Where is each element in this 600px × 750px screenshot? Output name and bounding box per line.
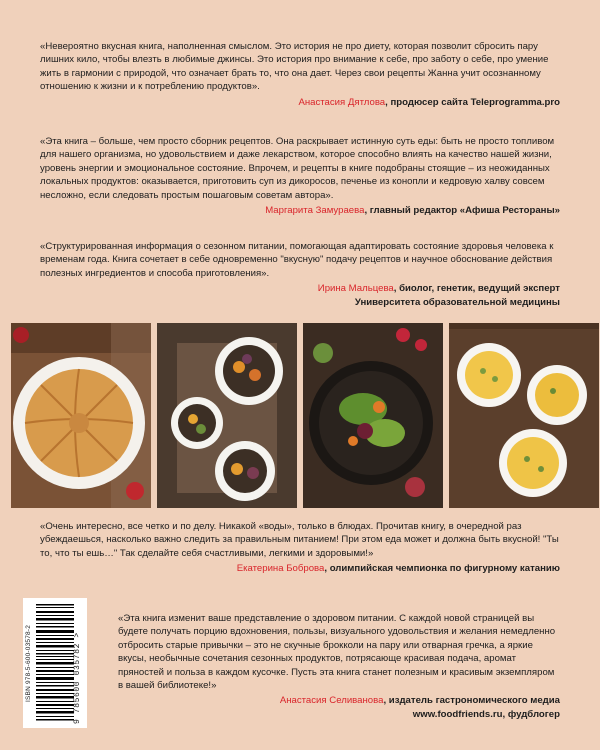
testimonial-5: [118, 612, 560, 721]
testimonial-2: [40, 135, 560, 217]
isbn-label: ISBN 978-5-600-03578-2: [25, 624, 32, 702]
author-name: Маргарита Замураева: [265, 205, 365, 217]
apple-pie-photo: [11, 323, 151, 508]
testimonial-text: «Эта книга изменит ваше представление о здоровом питании. С каждой новой страницей вы будете получать порцию вдохновения, пользы, визуального удовольствия и желания немедленно отбросить старые привычки – это не скучные брокколи на пару или отварная гречка, а яркие вкусы, необычные сочетания сезонных продуктов, потрясающе красивая подача, аромат пряностей и польза в каждом кусочке. Пусть эта книга станет полезным и красивым экземпляром в вашей библиотеке!»: [118, 613, 556, 692]
author-role-line2: Университета образовательной медицины: [354, 296, 560, 308]
testimonial-text: «Очень интересно, все четко и по делу. Никакой «воды», только в блюдах. Прочитав книгу, в очередной раз убеждаешься, насколько важно следить за правильным питанием! При этом еда может и должна быть вкусной! "Ты то, что ты ешь…" Так сделайте себя счастливыми, легкими и здоровыми!»: [40, 521, 559, 559]
testimonial-4: [40, 520, 560, 576]
author-role: , продюсер сайта Teleprogramma.pro: [385, 96, 560, 108]
author-name: Анастасия Селиванова: [279, 695, 384, 707]
testimonial-attribution: [40, 96, 560, 109]
author-role: , главный редактор «Афиша Рестораны»: [364, 205, 560, 217]
testimonial-attribution: [40, 562, 560, 575]
author-role-line2: www.foodfriends.ru, фудблогер: [412, 708, 560, 720]
salad-skillet-photo: [303, 323, 443, 508]
author-name: Ирина Мальцева: [317, 283, 394, 295]
barcode-icon: [36, 604, 74, 722]
testimonial-text: «Невероятно вкусная книга, наполненная смыслом. Это история не про диету, которая позволит сбросить пару лишних кило, чтобы влезть в любимые джинсы. Это история про внимание к себе, про заботу о себе, про умение жить в гармонии с природой, что означает брать то, что она дает. Через свои рецепты Жанна учит осознанному отношению к жизни и к потреблению продуктов».: [40, 41, 549, 93]
food-photo-strip: [11, 323, 599, 508]
isbn-barcode-block: [23, 598, 87, 728]
egg-casserole-photo: [449, 323, 599, 508]
testimonial-attribution: [40, 204, 560, 217]
testimonial-text: «Эта книга – больше, чем просто сборник рецептов. Она раскрывает истинную суть еды: быть не просто топливом для нашего организма, но удовольствием и даже лекарством, которое способно влиять на качество нашей жизни, уровень энергии и эмоциональное состояние. Впрочем, и рецепты в книге подобраны стоящие – из неожиданных локальных продуктов: оказывается, приготовить суп из дикоросов, печенье из конопли и кедровую халву совсем несложно, если следовать простым пошаговым советам автора».: [40, 136, 555, 201]
testimonial-attribution: [118, 694, 560, 721]
roasted-vegetables-photo: [157, 323, 297, 508]
testimonial-text: «Структурированная информация о сезонном питании, помогающая адаптировать состояние здоровья человека к временам года. Книга сочетает в себе одновременно "вкусную" подачу рецептов и научное обоснование действия полезных ингредиентов и способа приготовления».: [40, 241, 554, 279]
barcode-digits: 9 785600 035782 >: [73, 632, 82, 724]
author-name: Анастасия Дятлова: [298, 96, 386, 108]
testimonial-attribution: [40, 282, 560, 309]
author-role: , биолог, генетик, ведущий эксперт: [393, 283, 560, 295]
author-name: Екатерина Боброва: [236, 563, 325, 575]
author-role: , олимпийская чемпионка по фигурному катанию: [324, 563, 560, 575]
author-role: , издатель гастрономического медиа: [383, 695, 560, 707]
testimonial-3: [40, 240, 560, 309]
testimonial-1: [40, 40, 560, 109]
